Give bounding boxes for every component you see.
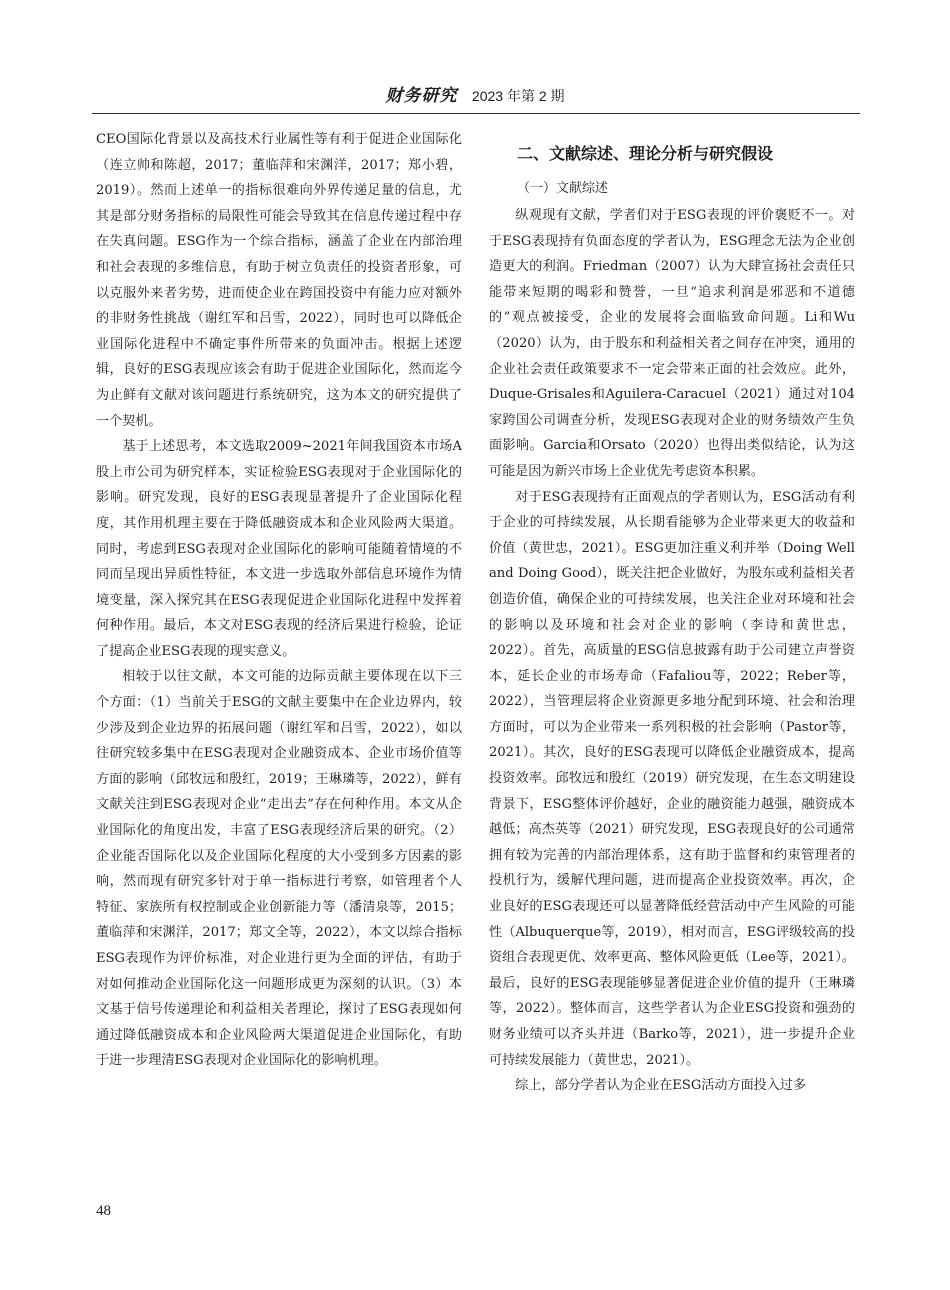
- running-header: [0, 84, 950, 108]
- right-paragraph-2: 对于ESG表现持有正面观点的学者则认为，ESG活动有利于企业的可持续发展，从长期看能够为企业带来更大的收益和价值（黄世忠，2021）。ESG更加注重义利并举（Doing Well and Doing Good），既关注把企业做好，为股东或利益相关者创造价值，确保企业的可持续发展，也关注企业对环境和社会的影响以及环境和社会对企业的影响（李诗和黄世忠，2022）。首先，高质量的ESG信息披露有助于公司建立声誉资本，延长企业的市场寿命（Fafaliou等，2022；Reber等，2022），当管理层将企业资源更多地分配到环境、社会和治理方面时，可以为企业带来一系列积极的社会影响（Pastor等，2021）。其次，良好的ESG表现可以降低企业融资成本，提高投资效率。邱牧远和殷红（2019）研究发现，在生态文明建设背景下，ESG整体评价越好，企业的融资能力越强，融资成本越低；高杰英等（2021）研究发现，ESG表现良好的公司通常拥有较为完善的内部治理体系，这有助于监督和约束管理者的投机行为，缓解代理问题，进而提高企业投资效率。再次，企业良好的ESG表现还可以显著降低经营活动中产生风险的可能性（Albuquerque等，2019），相对而言，ESG评级较高的投资组合表现更优、效率更高、整体风险更低（Lee等，2021）。最后，良好的ESG表现能够显著促进企业价值的提升（王琳璘等，2022）。整体而言，这些学者认为企业ESG投资和强劲的财务业绩可以齐头并进（Barko等，2021），进一步提升企业可持续发展能力（黄世忠，2021）。: [489, 489, 855, 1068]
- page-number: 48: [96, 1203, 111, 1219]
- journal-name: 财务研究: [385, 86, 458, 106]
- left-paragraph-3: 相较于以往文献，本文可能的边际贡献主要体现在以下三个方面：（1）当前关于ESG的文献主要集中在企业边界内，较少涉及到企业边界的拓展问题（谢红军和吕雪，2022），如以往研究较多集中在ESG表现对企业融资成本、企业市场价值等方面的影响（邱牧远和殷红，2019；王琳璘等，2022），鲜有文献关注到ESG表现对企业“走出去”存在何种作用。本文从企业国际化的角度出发，丰富了ESG表现经济后果的研究。（2）企业能否国际化以及企业国际化程度的大小受到多方因素的影响，然而现有研究多针对于单一指标进行考察，如管理者个人特征、家族所有权控制或企业创新能力等（潘清泉等，2015；董临萍和宋渊洋，2017；郑文全等，2022），本文以综合指标ESG表现作为评价标准，对企业进行更为全面的评估，有助于对如何推动企业国际化这一问题形成更为深刻的认识。（3）本文基于信号传递理论和利益相关者理论，探讨了ESG表现如何通过降低融资成本和企业风险两大渠道促进企业国际化，有助于进一步理清ESG表现对企业国际化的影响机理。: [96, 669, 462, 1069]
- right-paragraph-3: 综上，部分学者认为企业在ESG活动方面投入过多: [515, 1078, 807, 1094]
- header-rule: [92, 113, 860, 114]
- right-paragraph-1: 纵观现有文献，学者们对于ESG表现的评价褒贬不一。对于ESG表现持有负面态度的学者认为，ESG理念无法为企业创造更大的利润。Friedman（2007）认为大肆宣扬社会责任只能带来短期的喝彩和赞誉，一旦“追求利润是邪恶和不道德的”观点被接受，企业的发展将会面临致命问题。Li和Wu（2020）认为，由于股东和利益相关者之间存在冲突，通用的企业社会责任政策要求不一定会带来正面的社会效应。此外，Duque-Grisales和Aguilera-Caracuel（2021）通过对104家跨国公司调查分析，发现ESG表现对企业的财务绩效产生负面影响。Garcia和Orsato（2020）也得出类似结论，认为这可能是因为新兴市场上企业优先考虑资本积累。: [489, 208, 855, 479]
- left-paragraph-2: 基于上述思考，本文选取2009~2021年间我国资本市场A股上市公司为研究样本，实证检验ESG表现对于企业国际化的影响。研究发现，良好的ESG表现显著提升了企业国际化程度，其作用机理主要在于降低融资成本和企业风险两大渠道。同时，考虑到ESG表现对企业国际化的影响可能随着情境的不同而呈现出异质性特征，本文进一步选取外部信息环境作为情境变量，深入探究其在ESG表现促进企业国际化进程中发挥着何种作用。最后，本文对ESG表现的经济后果进行检验，论证了提高企业ESG表现的现实意义。: [96, 439, 462, 659]
- section-title: 二、文献综述、理论分析与研究假设: [517, 144, 774, 163]
- subsection-title: （一）文献综述: [517, 181, 609, 196]
- left-paragraph-1: CEO国际化背景以及高技术行业属性等有利于促进企业国际化（连立帅和陈超，2017；董临萍和宋渊洋，2017；郑小碧，2019）。然而上述单一的指标很难向外界传递足量的信息，尤其是部分财务指标的局限性可能会导致其在信息传递过程中存在失真问题。ESG作为一个综合指标，涵盖了企业在内部治理和社会表现的多维信息，有助于树立负责任的投资者形象，可以克服外来者劣势，进而使企业在跨国投资中有能力应对额外的非财务性挑战（谢红军和吕雪，2022），同时也可以降低企业国际化进程中不确定事件所带来的负面冲击。根据上述逻辑，良好的ESG表现应该会有助于促进企业国际化，然而迄今为止鲜有文献对该问题进行系统研究，这为本文的研究提供了一个契机。: [96, 132, 462, 429]
- left-column: [96, 127, 462, 1207]
- issue-label: 2023 年第 2 期: [471, 88, 565, 104]
- right-column: [489, 127, 855, 1207]
